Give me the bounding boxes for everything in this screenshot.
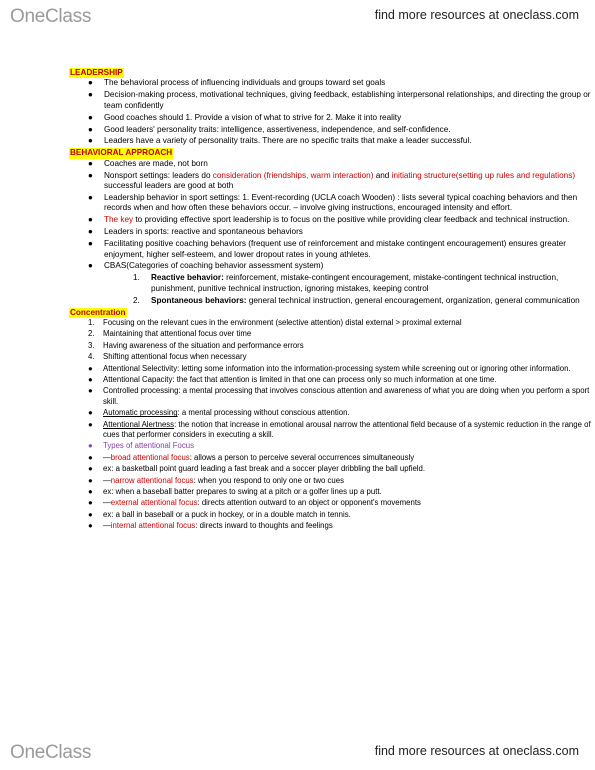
list-item-text: Shifting attentional focus when necessary: [103, 352, 247, 362]
list-item: [0, 113, 595, 123]
attentional-selectivity-term: Attentional Selectivity: [103, 363, 178, 373]
list-item-text: to providing effective sport leadership is to focus on the positive while providing clear feedback and technical instruction.: [133, 215, 570, 225]
item-number: 3.: [88, 340, 95, 350]
bullet-dot-icon: ●: [88, 509, 93, 519]
bullet-dot-icon: ●: [88, 227, 93, 237]
bullet-dot-icon: ●: [88, 452, 93, 462]
list-item: [0, 375, 595, 385]
narrow-focus-term: narrow attentional focus: [110, 475, 194, 485]
external-focus-term: external attentional focus: [110, 498, 198, 508]
list-item: [0, 329, 595, 339]
list-item: [0, 193, 595, 214]
behavioral-heading: BEHAVIORAL APPROACH: [70, 148, 173, 158]
bullet-dot-icon: ●: [88, 90, 93, 100]
list-item: [0, 408, 595, 418]
list-item-text: general technical instruction, general encouragement, organization, general communication: [246, 295, 580, 305]
consideration-term: consideration (friendships, warm interaction): [212, 170, 374, 180]
list-item: [0, 78, 595, 88]
list-item-text: ex: a ball in baseball or a puck in hockey, or in a double match in tennis.: [103, 509, 351, 519]
list-item: [0, 364, 595, 374]
controlled-processing-term: Controlled processing: [103, 386, 179, 396]
bullet-dot-icon: ●: [88, 408, 93, 418]
bullet-dot-icon: ●: [88, 215, 93, 225]
list-item-text: Good coaches should 1. Provide a vision of what to strive for 2. Make it into reality: [104, 112, 402, 122]
bullet-dot-icon: ●: [88, 386, 93, 396]
list-item-text: Leadership behavior in sport settings: 1. Event-recording (UCLA coach Wooden) : lists several typical coaching behaviors and then records when and how often these behaviors occur. – involve giving instructions, encouraged intensity and effort.: [104, 192, 578, 213]
list-item-text: Coaches are made, not born: [104, 158, 208, 168]
list-item: [0, 171, 595, 192]
bullet-dot-icon: ●: [88, 498, 93, 508]
list-item-text: Good leaders' personality traits: intelligence, assertiveness, independence, and self-confidence.: [104, 124, 451, 134]
concentration-heading: Concentration: [70, 307, 126, 317]
list-item: [0, 341, 595, 351]
list-item-text: Having awareness of the situation and performance errors: [103, 340, 304, 350]
list-item: [0, 453, 595, 463]
list-item: [0, 498, 595, 508]
list-item: [0, 464, 595, 474]
list-item-text: Leaders have a variety of personality traits. There are no specific traits that make a leader successful.: [104, 136, 472, 146]
bullet-dot-icon: ●: [88, 158, 93, 168]
item-number: 1.: [88, 317, 95, 327]
list-item-text: reinforcement, mistake-contingent encouragement, mistake-contingent technical instruction, punishment, punitive technical instruction, ignoring mistakes, keeping control: [151, 273, 559, 293]
attentional-alertness-term: Attentional Alertness: [103, 419, 175, 429]
list-item-text: : allows a person to perceive several occurrences simultaneously: [189, 452, 415, 462]
bullet-dot-icon: ●: [88, 363, 93, 373]
list-item-text: Leaders in sports: reactive and spontaneous behaviors: [104, 227, 303, 237]
list-item-text: Maintaining that attentional focus over time: [103, 329, 252, 339]
list-item: [0, 159, 595, 169]
bullet-dot-icon: ●: [88, 239, 93, 249]
dash: —: [103, 521, 111, 531]
leadership-heading: LEADERSHIP: [70, 68, 123, 77]
internal-focus-term: internal attentional focus: [110, 521, 196, 531]
bullet-dot-icon: ●: [88, 136, 93, 146]
list-item: [0, 90, 595, 111]
list-item-text: successful leaders are good at both: [104, 181, 234, 191]
item-number: 1.: [133, 273, 140, 283]
logo-one: One: [10, 6, 46, 27]
bullet-dot-icon: ●: [88, 475, 93, 485]
list-item: [0, 487, 595, 497]
bullet-dot-icon: ●: [88, 192, 93, 202]
item-number: 2.: [88, 329, 95, 339]
list-item-text: Decision-making process, motivational techniques, giving feedback, establishing interpersonal relationships, and directing the group or team confidently: [104, 90, 591, 110]
bullet-dot-icon: ●: [88, 124, 93, 134]
list-item-text: Facilitating positive coaching behaviors (frequent use of reinforcement and mistake contingent encouragement) ensures greater enjoyment, higher self-esteem, and lower dropout rates in young athletes.: [104, 239, 566, 259]
dash: —: [103, 452, 111, 462]
bullet-dot-icon: ●: [88, 374, 93, 384]
list-item: [0, 215, 595, 225]
header-tagline[interactable]: find more resources at oneclass.com: [374, 8, 579, 22]
list-item: [0, 261, 595, 271]
circle-bullet-icon: ●: [88, 441, 93, 451]
list-item-text: ex: when a baseball batter prepares to swing at a pitch or a golfer lines up a putt.: [103, 487, 382, 497]
bullet-dot-icon: ●: [88, 464, 93, 474]
sub-list-item: [0, 296, 595, 306]
list-item: [0, 476, 595, 486]
list-item-text: The behavioral process of influencing individuals and groups toward set goals: [104, 78, 386, 88]
bullet-dot-icon: ●: [88, 261, 93, 271]
footer-tagline[interactable]: find more resources at oneclass.com: [374, 744, 579, 758]
list-item-text: and: [373, 170, 392, 180]
document-body: [0, 68, 595, 533]
broad-focus-term: broad attentional focus: [110, 452, 190, 462]
list-item: [0, 352, 595, 362]
sub-list-item: [0, 273, 595, 294]
page-header: [0, 0, 595, 36]
list-item: [0, 441, 595, 451]
logo-class: Class: [45, 6, 92, 27]
list-item: [0, 510, 595, 520]
bullet-dot-icon: ●: [88, 112, 93, 122]
list-item-text: : the fact that attention is limited in that one can process only so much information at one time.: [172, 374, 497, 384]
list-item: [0, 227, 595, 237]
bullet-dot-icon: ●: [88, 521, 93, 531]
spontaneous-behaviors-term: Spontaneous behaviors:: [151, 295, 247, 305]
list-item: [0, 318, 595, 328]
list-item-text: : when you respond to only one or two cues: [193, 475, 344, 485]
list-item: [0, 521, 595, 531]
page-footer: [0, 738, 595, 770]
the-key-term: The key: [104, 215, 134, 225]
reactive-behavior-term: Reactive behavior:: [151, 273, 224, 283]
initiating-structure-term: initiating structure(setting up rules and regulations): [391, 170, 576, 180]
logo-class: Class: [45, 742, 92, 763]
attentional-capacity-term: Attentional Capacity: [103, 374, 173, 384]
bullet-dot-icon: ●: [88, 487, 93, 497]
list-item: [0, 125, 595, 135]
list-item-text: : a mental processing without conscious attention.: [177, 408, 350, 418]
bullet-dot-icon: ●: [88, 419, 93, 429]
item-number: 4.: [88, 352, 95, 362]
list-item-text: Nonsport settings: leaders do: [104, 170, 213, 180]
list-item-text: CBAS(Categories of coaching behavior assessment system): [104, 261, 324, 271]
list-item: [0, 239, 595, 260]
list-item-text: : letting some information into the information-processing system while screening out or ignoring other information.: [177, 363, 571, 373]
logo-one: One: [10, 742, 46, 763]
list-item-text: : a mental processing that involves conscious attention and awareness of what you are doing when you perform a sport skill.: [103, 386, 590, 406]
item-number: 2.: [133, 295, 140, 305]
bullet-dot-icon: ●: [88, 78, 93, 88]
list-item-text: : directs inward to thoughts and feelings: [195, 521, 333, 531]
list-item: [0, 420, 595, 441]
dash: —: [103, 475, 111, 485]
oneclass-logo[interactable]: [10, 742, 91, 764]
list-item-text: : the notion that increase in emotional arousal narrow the attentional field because of a systemic reduction in the range of cues that performer considers in executing a skill.: [103, 419, 591, 439]
bullet-dot-icon: ●: [88, 170, 93, 180]
types-heading: Types of attentional Focus: [103, 441, 195, 451]
dash: —: [103, 498, 111, 508]
list-item-text: : directs attention outward to an object or opponent's movements: [197, 498, 421, 508]
list-item: [0, 386, 595, 407]
oneclass-logo[interactable]: [10, 6, 91, 28]
list-item: [0, 136, 595, 146]
automatic-processing-term: Automatic processing: [103, 408, 178, 418]
list-item-text: Focusing on the relevant cues in the environment (selective attention) distal external > proximal external: [103, 317, 462, 327]
list-item-text: ex: a basketball point guard leading a fast break and a soccer player dribbling the ball upfield.: [103, 464, 426, 474]
